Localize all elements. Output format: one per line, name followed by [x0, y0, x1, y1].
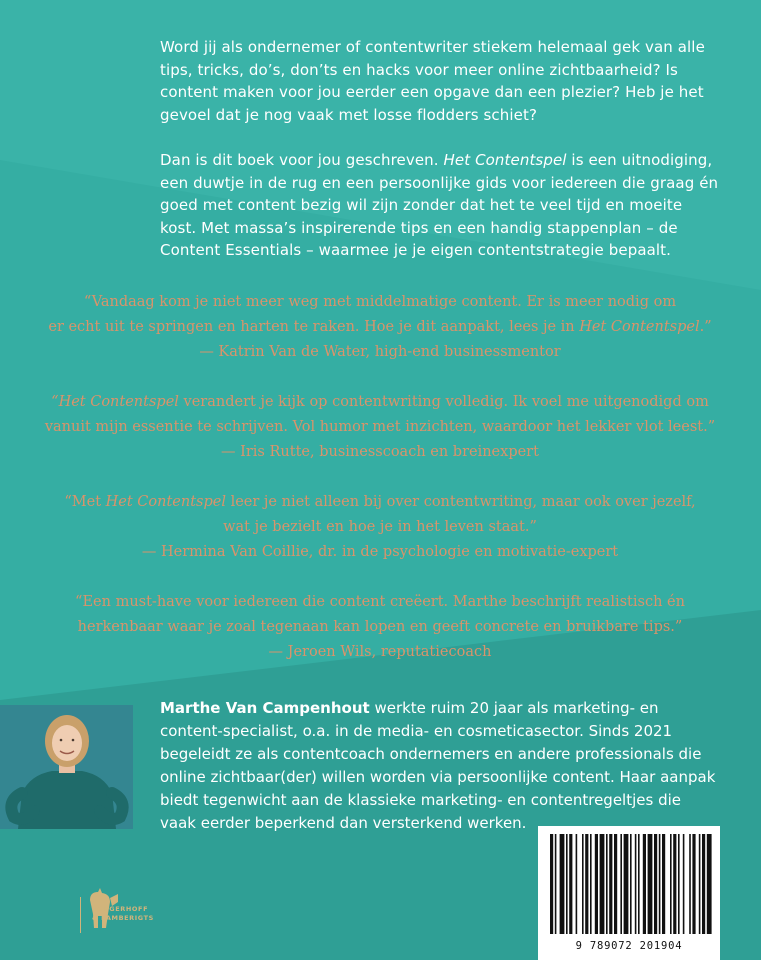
- quote-3-line-2: wat je bezielt en hoe je in het leven staat.”: [223, 519, 537, 535]
- barcode-bars: [538, 826, 720, 938]
- barcode-number: 9 789072 201904: [575, 940, 683, 952]
- quote-3-line-1-before: “Met: [64, 494, 106, 510]
- quote-2-attribution: — Iris Rutte, businesscoach en breinexpert: [221, 444, 539, 460]
- author-bio: [160, 697, 720, 835]
- endorsement-quotes: [40, 290, 720, 690]
- author-bio-text: werkte ruim 20 jaar als marketing- en content-specialist, o.a. in de media- en cosmeticasector. Sinds 2021 begeleidt ze als contentcoach ondernemers en andere professionals die online zichtbaar(der) willen worden via persoonlijke content. Haar aanpak biedt tegenwicht aan de klassieke marketing- en contentregeltjes die vaak eerder beperkend dan versterkend werken.: [160, 699, 716, 832]
- quote-2-line-1-after: verandert je kijk op contentwriting volledig. Ik voel me uitgenodigd om: [178, 394, 709, 410]
- quote-1-line-2-after: .”: [699, 319, 712, 335]
- intro-p2-before: Dan is dit boek voor jou geschreven.: [160, 151, 444, 169]
- quote-3: [40, 490, 720, 565]
- quote-4-line-1: “Een must-have voor iedereen die content creëert. Marthe beschrijft realistisch én: [75, 594, 685, 610]
- intro-text: [160, 36, 720, 285]
- quote-1: [40, 290, 720, 365]
- quote-1-attribution: — Katrin Van de Water, high-end businessmentor: [199, 344, 561, 360]
- quote-3-line-1-after: leer je niet alleen bij over contentwriting, maar ook over jezelf,: [225, 494, 696, 510]
- intro-p2-after: is een uitnodiging, een duwtje in de rug en een persoonlijke gids voor iedereen die graag én goed met content bezig wil zijn zonder dat het te veel tijd en moeite kost. Met massa’s inspirerende tips en een handig stappenplan – de Content Essentials – waarmee je je eigen contentstrategie bepaalt.: [160, 151, 719, 259]
- quote-2-line-2: vanuit mijn essentie te schrijven. Vol humor met inzichten, waardoor het lekker vlot leest.”: [44, 419, 716, 435]
- book-title-inline: Het Contentspel: [443, 151, 567, 169]
- quote-4-line-2: herkenbaar waar je zoal tegenaan kan lopen en geeft concrete en bruikbare tips.”: [77, 619, 683, 635]
- quote-3-book-title: Het Contentspel: [105, 494, 226, 510]
- publisher-logo-divider: [80, 897, 81, 933]
- quote-3-attribution: — Hermina Van Coillie, dr. in de psychologie en motivatie-expert: [141, 544, 619, 560]
- quote-1-book-title: Het Contentspel: [579, 319, 700, 335]
- publisher-name-line-2: & LAMBERIGTS: [92, 914, 154, 922]
- intro-paragraph-1: Word jij als ondernemer of contentwriter stiekem helemaal gek van alle tips, tricks, do’s, don’ts en hacks voor meer online zichtbaarheid? Is content maken voor jou eerder een opgave dan een plezier? Heb je het gevoel dat je nog vaak met losse flodders schiet?: [160, 38, 705, 124]
- author-name: Marthe Van Campenhout: [160, 699, 370, 717]
- publisher-name: [92, 905, 154, 923]
- quote-2-book-title: “Het Contentspel: [51, 394, 179, 410]
- quote-4-attribution: — Jeroen Wils, reputatiecoach: [268, 644, 492, 660]
- quote-1-line-2-before: er echt uit te springen en harten te raken. Hoe je dit aanpakt, lees je in: [48, 319, 580, 335]
- publisher-name-line-1: BORGERHOFF: [92, 905, 149, 913]
- quote-1-line-1: “Vandaag kom je niet meer weg met middelmatige content. Er is meer nodig om: [83, 294, 677, 310]
- intro-paragraph-2: [160, 149, 720, 262]
- barcode: [538, 826, 720, 960]
- author-photo: [0, 705, 133, 829]
- quote-2: [40, 390, 720, 465]
- quote-4: [40, 590, 720, 665]
